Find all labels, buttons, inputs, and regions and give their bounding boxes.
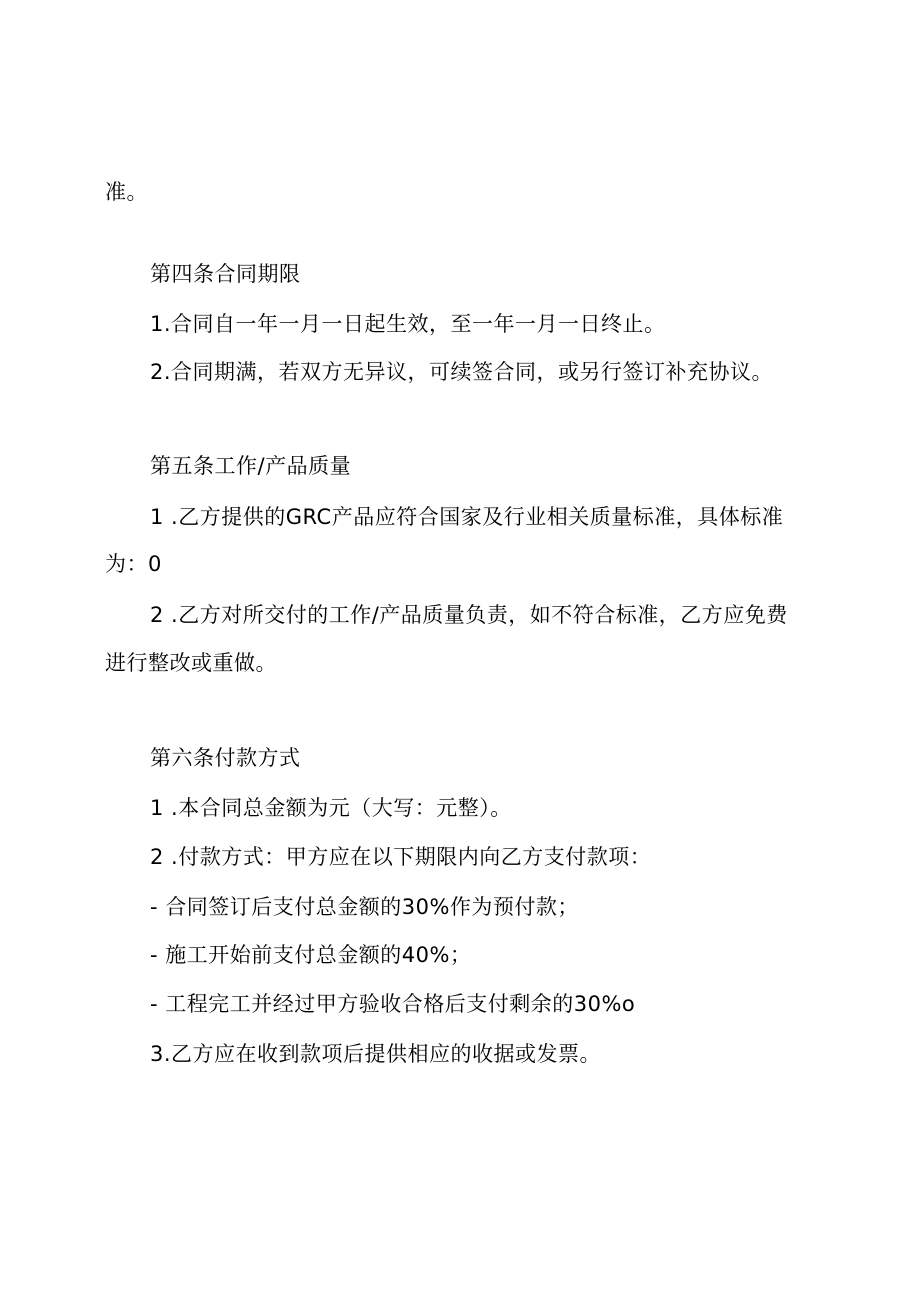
term-clause-1: 1.合同自一年一月一日起生效，至一年一月一日终止。 — [150, 312, 666, 336]
payment-clause-2: 2 .付款方式：甲方应在以下期限内向乙方支付款项： — [150, 845, 652, 869]
section-heading-term: 第四条合同期限 — [150, 262, 301, 286]
payment-clause-3: 3.乙方应在收到款项后提供相应的收据或发票。 — [150, 1042, 602, 1066]
continuation-text: 准。 — [105, 180, 148, 204]
quality-clause-2-line2: 进行整改或重做。 — [105, 651, 277, 675]
quality-clause-2-line1: 2 .乙方对所交付的工作/产品质量负责，如不符合标准，乙方应免费 — [150, 603, 788, 627]
section-heading-quality: 第五条工作/产品质量 — [150, 454, 352, 478]
payment-clause-1: 1 .本合同总金额为元（大写：元整）。 — [150, 796, 512, 820]
section-heading-payment: 第六条付款方式 — [150, 746, 301, 770]
payment-item-completion: - 工程完工并经过甲方验收合格后支付剩余的30%o — [150, 992, 636, 1016]
quality-clause-1-line1: 1 .乙方提供的GRC产品应符合国家及行业相关质量标准，具体标准 — [150, 505, 784, 529]
payment-item-construction: - 施工开始前支付总金额的40%； — [150, 943, 472, 967]
quality-clause-1-line2: 为：0 — [105, 552, 162, 576]
payment-item-advance: - 合同签订后支付总金额的30%作为预付款； — [150, 895, 579, 919]
term-clause-2: 2.合同期满，若双方无异议，可续签合同，或另行签订补充协议。 — [150, 360, 774, 384]
